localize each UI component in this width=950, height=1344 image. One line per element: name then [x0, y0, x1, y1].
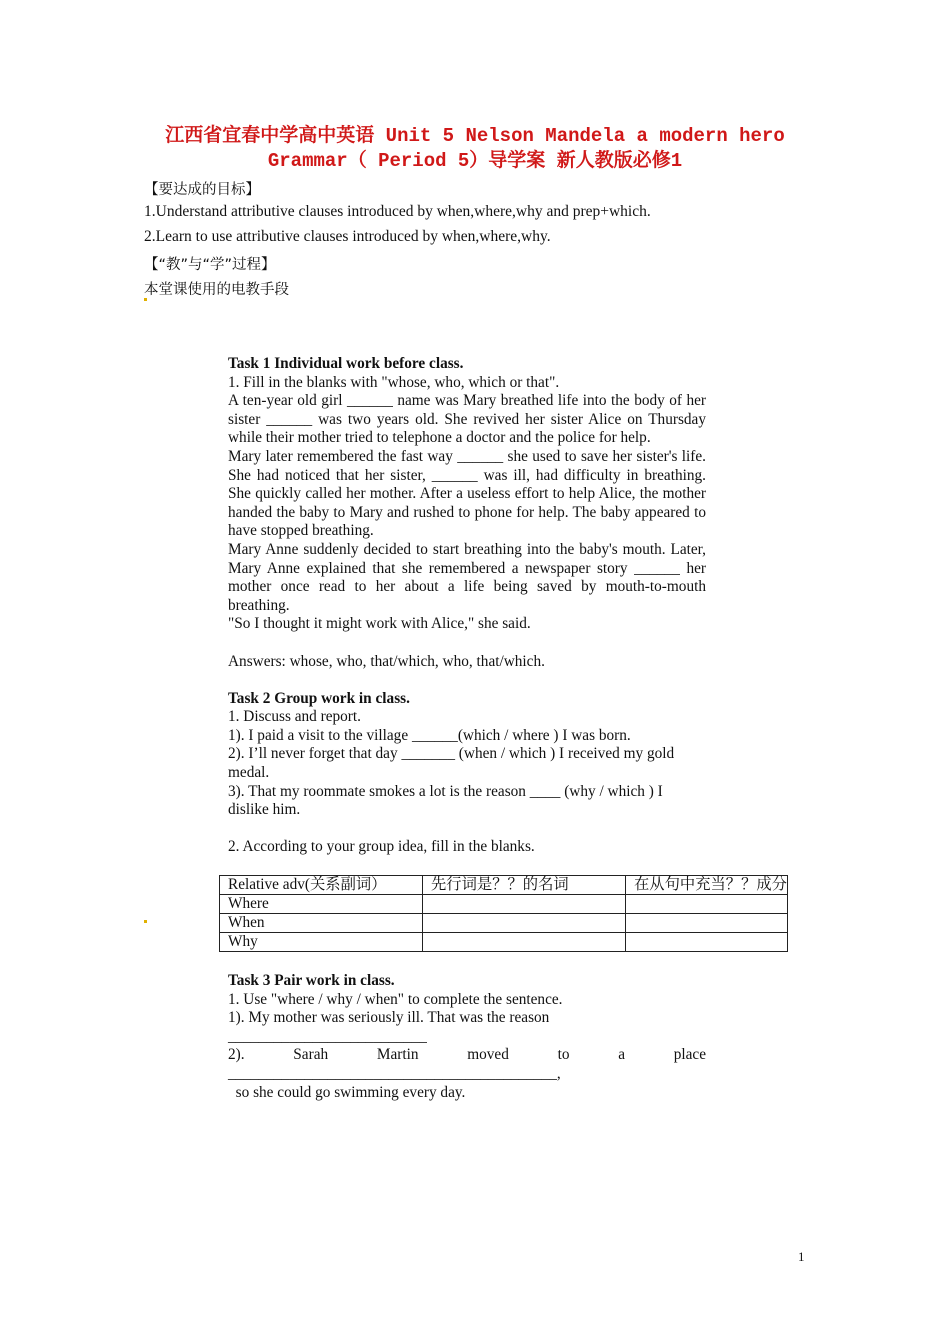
task1-answers: Answers: whose, who, that/which, who, that/which.: [228, 652, 545, 670]
task3-question-2-blank[interactable]: ___________________________________________,: [228, 1064, 561, 1082]
task1-paragraph-1: A ten-year old girl ______ name was Mary breathed life into the body of her sister ______ was two years old. She revived her sister Alice on Thursday while their mother tried to telephone a doctor and the police for help.: [228, 392, 706, 447]
task2-question-3: 3). That my roommate smokes a lot is the reason ____ (why / which ) I dislike him.: [228, 782, 663, 819]
document-title: [140, 124, 810, 174]
objective-1: 1.Understand attributive clauses introduced by when,where,why and prep+which.: [144, 203, 651, 220]
table-cell: Why: [220, 933, 423, 952]
table-header-cell: 在从句中充当？？成分: [626, 876, 788, 895]
task2-question-2: 2). I’ll never forget that day _______ (when / which ) I received my gold medal.: [228, 745, 675, 782]
page-number: 1: [798, 1249, 805, 1264]
q2-word: Sarah: [293, 1046, 329, 1064]
task1-quote: "So I thought it might work with Alice," she said.: [228, 615, 531, 633]
table-cell-blank[interactable]: [423, 933, 626, 952]
table-header-cell: Relative adv(关系副词）: [220, 876, 423, 895]
table-cell-blank[interactable]: [423, 895, 626, 914]
title-line-1: 江西省宜春中学高中英语 Unit 5 Nelson Mandela a modern hero: [165, 125, 785, 147]
task2-sub1: 1. Discuss and report.: [228, 708, 361, 726]
q2-word: to: [557, 1046, 570, 1064]
table-cell: Where: [220, 895, 423, 914]
task1-instruction: 1. Fill in the blanks with "whose, who, which or that".: [228, 373, 560, 391]
q2-word: Martin: [376, 1046, 419, 1064]
table-cell-blank[interactable]: [423, 914, 626, 933]
table-row: [220, 914, 788, 933]
task3-section: [228, 972, 706, 1102]
table-cell-blank[interactable]: [626, 933, 788, 952]
table-header-row: [220, 876, 788, 895]
media-note: 本堂课使用的电教手段: [144, 282, 289, 298]
task1-paragraph-3: Mary Anne suddenly decided to start breathing into the baby's mouth. Later, Mary Anne explained that she remembered a newspaper story ______ her mother once read to her about a life being saved by mouth-to-mouth breathing.: [228, 540, 706, 614]
task2-sub2: 2. According to your group idea, fill in the blanks.: [228, 838, 535, 856]
table-cell-blank[interactable]: [626, 914, 788, 933]
table-row: [220, 933, 788, 952]
title-line-2: Grammar（ Period 5）导学案 新人教版必修1: [267, 150, 683, 172]
scan-dot-marker: [144, 920, 147, 923]
relative-adverb-table: [219, 875, 788, 952]
task1-section: [228, 355, 706, 857]
q2-word: a: [618, 1046, 625, 1064]
task3-question-2: [228, 1046, 706, 1065]
q2-word: moved: [467, 1046, 509, 1064]
q2-word: 2).: [228, 1046, 245, 1064]
task3-question-1-blank[interactable]: __________________________: [228, 1027, 427, 1045]
q2-word: place: [673, 1046, 706, 1064]
table-row: [220, 895, 788, 914]
table-cell-blank[interactable]: [626, 895, 788, 914]
task3-heading: Task 3 Pair work in class.: [228, 972, 395, 989]
task3-question-1: 1). My mother was seriously ill. That was the reason: [228, 1009, 550, 1027]
task1-paragraph-2: Mary later remembered the fast way ______ she used to save her sister's life. She had noticed that her sister, ______ was ill, had difficulty in breathing. She quickly called her mother. After a useless effort to help Alice, the mother handed the baby to Mary and rushed to phone for help. The baby appeared to have stopped breathing.: [228, 447, 706, 540]
table-header-cell: 先行词是？？的名词: [423, 876, 626, 895]
objective-2: 2.Learn to use attributive clauses introduced by when,where,why.: [144, 228, 551, 245]
task2-heading: Task 2 Group work in class.: [228, 689, 410, 707]
objectives-heading: 【要达成的目标】: [144, 182, 260, 198]
process-heading: 【“教”与“学”过程】: [144, 257, 276, 273]
task1-heading: Task 1 Individual work before class.: [228, 355, 464, 372]
task2-question-1: 1). I paid a visit to the village ______(which / where ) I was born.: [228, 726, 631, 744]
task3-question-2-tail: so she could go swimming every day.: [228, 1083, 466, 1101]
table-cell: When: [220, 914, 423, 933]
task3-instruction: 1. Use "where / why / when" to complete the sentence.: [228, 990, 563, 1008]
scan-dot-marker: [144, 298, 147, 301]
